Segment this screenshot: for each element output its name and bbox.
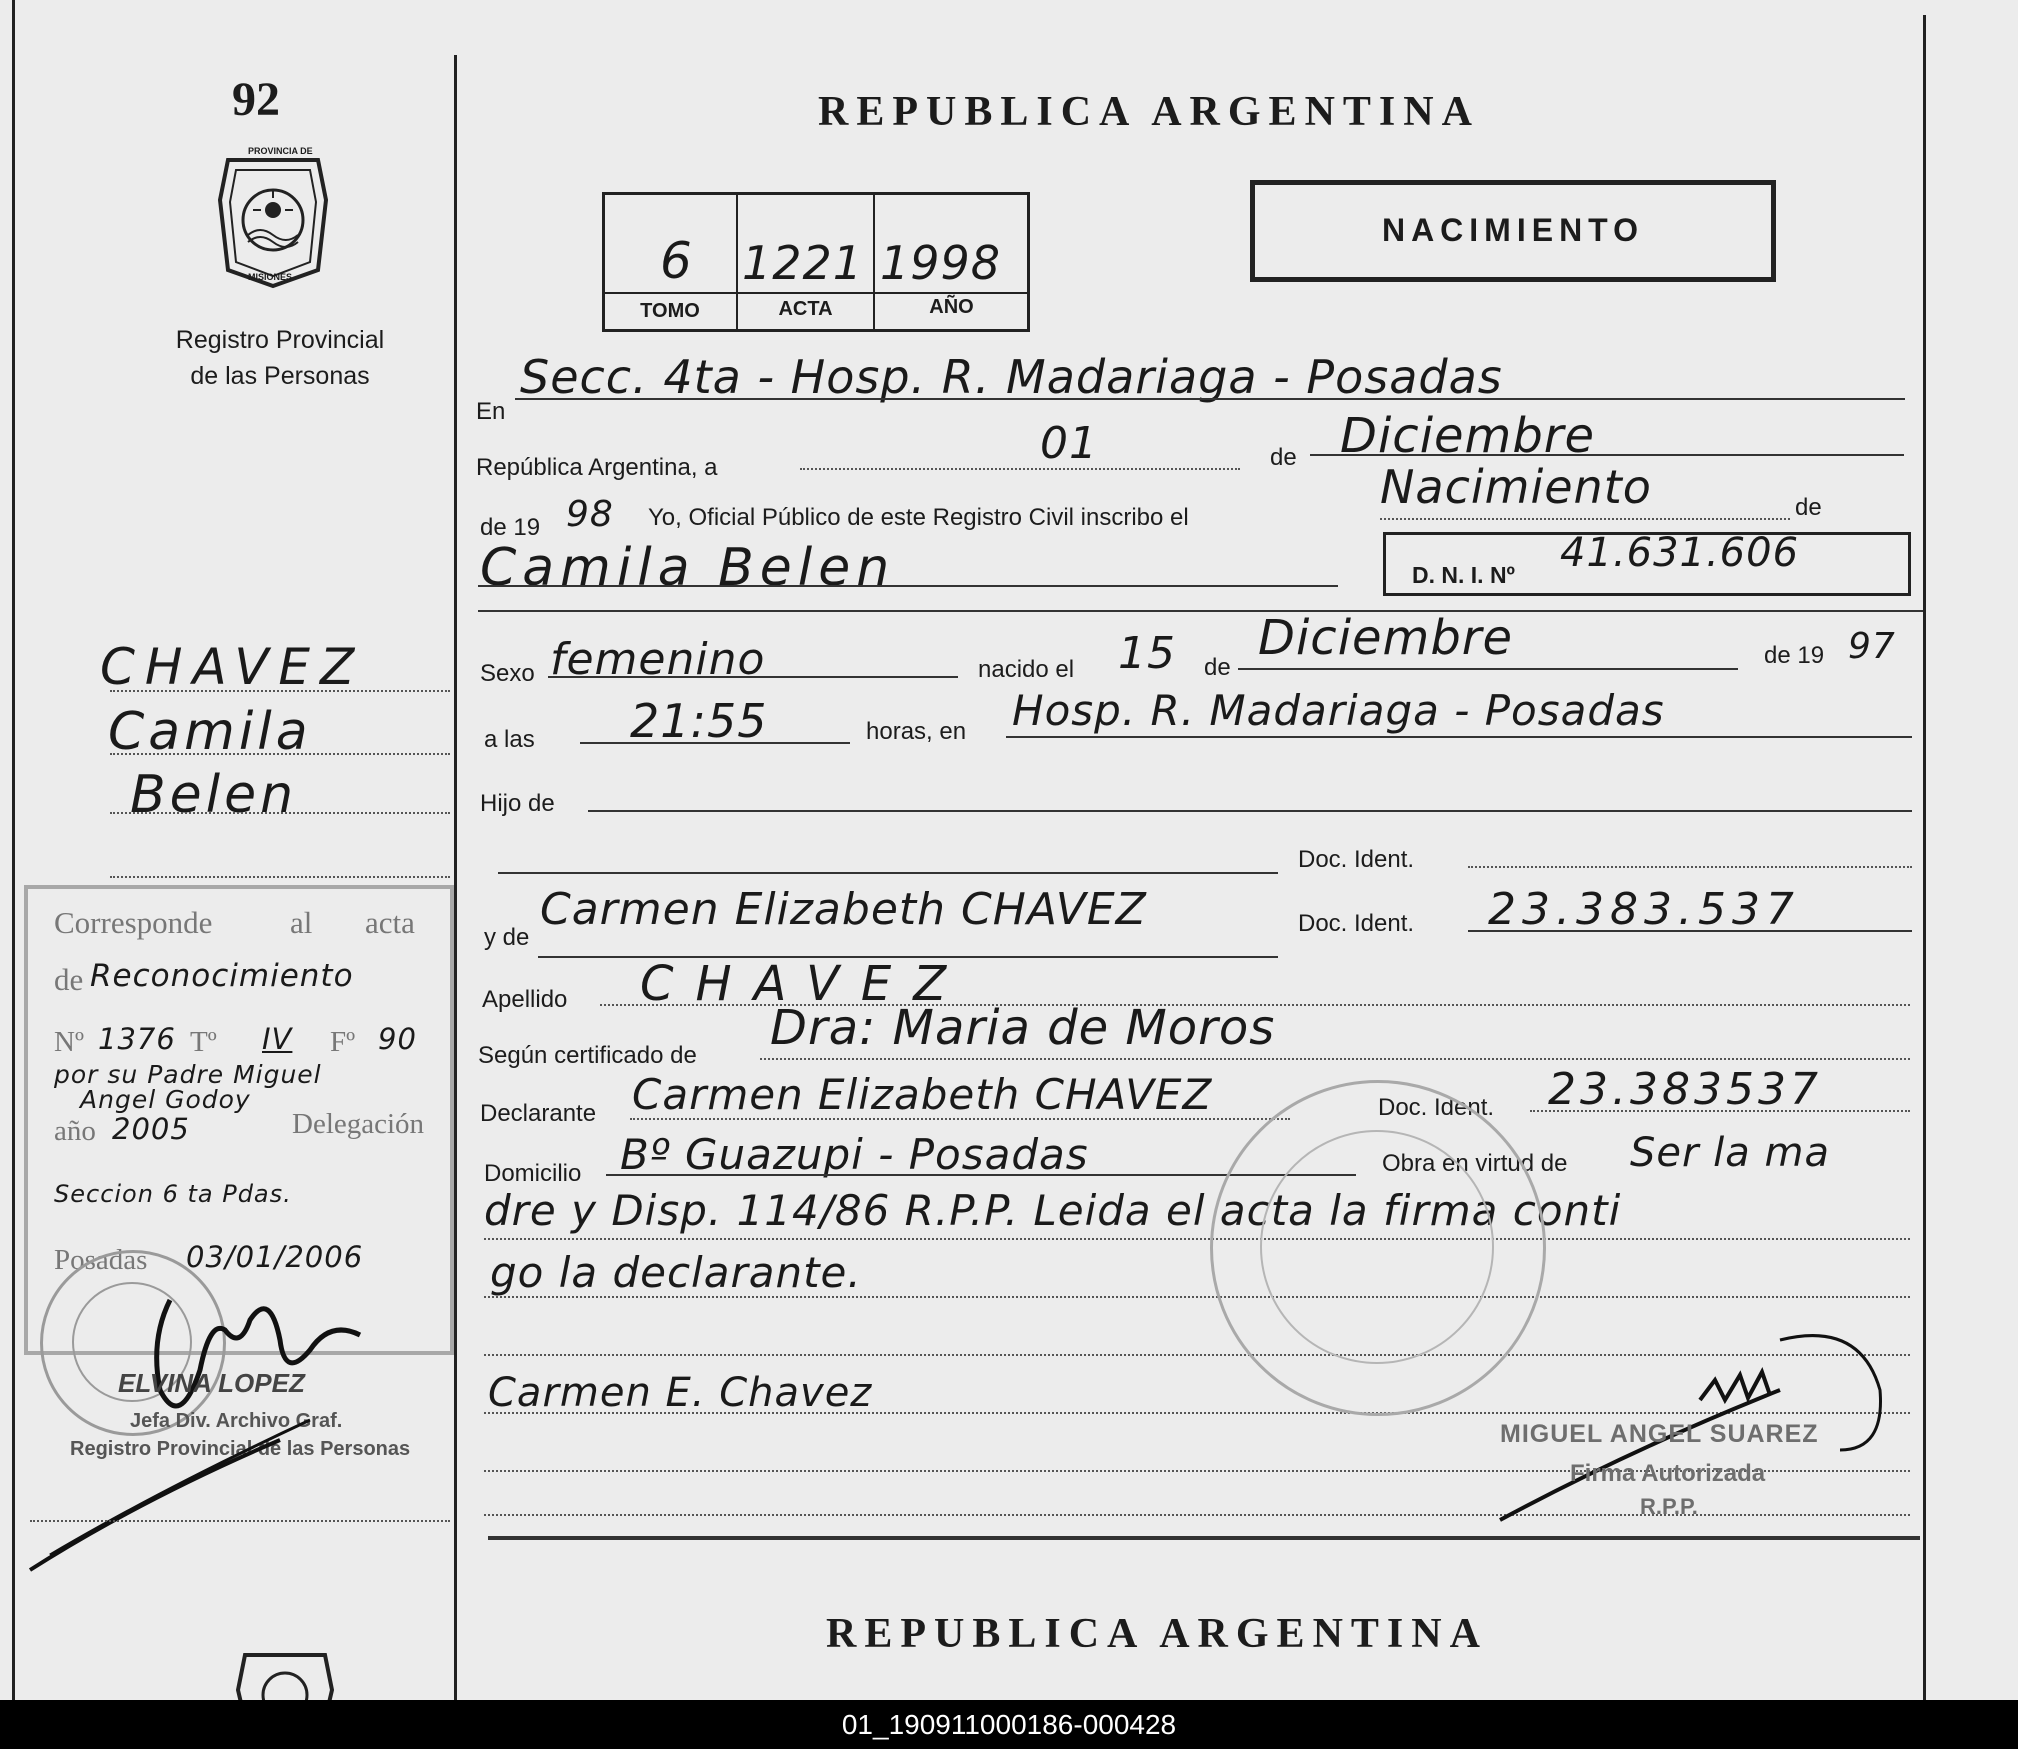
doc-label-3: Doc. Ident. xyxy=(1378,1094,1495,1121)
stamp-l4: por su Padre Miguel xyxy=(54,1060,322,1089)
margin-second-name: Belen xyxy=(130,765,298,825)
registry-name-line2: de las Personas xyxy=(190,362,370,390)
obs-line-3 xyxy=(484,1296,1910,1298)
domicilio-label: Domicilio xyxy=(484,1160,582,1187)
declarante-line xyxy=(630,1118,1290,1120)
place-line xyxy=(1006,736,1912,738)
stamp-l2-value: Reconocimiento xyxy=(90,958,354,994)
stamp-l7: Seccion 6 ta Pdas. xyxy=(54,1180,292,1208)
hijo-label: Hijo de xyxy=(480,790,555,817)
country-title: REPUBLICA ARGENTINA xyxy=(818,89,1480,135)
tomo-value: 6 xyxy=(660,232,693,290)
obra-value: Ser la ma xyxy=(1630,1130,1830,1176)
stamp-l8-prefix: Posadas xyxy=(54,1244,148,1276)
obra-label: Obra en virtud de xyxy=(1382,1150,1568,1177)
declarante-doc-line xyxy=(1530,1110,1910,1112)
seal-bottom-text: MISIONES xyxy=(248,272,293,282)
margin-first-name: Camila xyxy=(108,702,312,762)
en-value: Secc. 4ta - Hosp. R. Madariaga - Posadas xyxy=(520,350,1503,404)
birth-day-value: 15 xyxy=(1118,628,1176,679)
margin-diagonal-stroke xyxy=(20,1380,320,1580)
stamp-l6-suffix: Delegación xyxy=(292,1108,425,1140)
birth-month-value: Diciembre xyxy=(1258,610,1514,666)
apellido-label: Apellido xyxy=(482,986,568,1013)
day-value: 01 xyxy=(1040,418,1098,469)
stamp-l3-tomo: IV xyxy=(262,1022,293,1056)
hijo-line xyxy=(588,810,1912,812)
margin-divider xyxy=(454,55,457,1700)
observations-line-3: go la declarante. xyxy=(490,1248,862,1297)
place-value: Hosp. R. Madariaga - Posadas xyxy=(1012,686,1665,735)
segun-value: Dra: Maria de Moros xyxy=(770,1000,1276,1056)
doc-label-2: Doc. Ident. xyxy=(1298,910,1415,937)
country-title-bottom: REPUBLICA ARGENTINA xyxy=(826,1611,1488,1657)
hijo-line-2 xyxy=(498,872,1278,874)
stamp-l3-folio: 90 xyxy=(378,1022,417,1056)
birth-year-prefix: de 19 xyxy=(1764,642,1825,669)
apellido-value: CHAVEZ xyxy=(640,956,969,1012)
section-divider xyxy=(478,610,1923,612)
form-bottom-rule xyxy=(488,1536,1920,1540)
mother-doc-value: 23.383.537 xyxy=(1488,884,1800,935)
anio-value: 1998 xyxy=(880,236,1002,290)
name-line xyxy=(478,585,1338,587)
official-title: Firma Autorizada xyxy=(1570,1460,1766,1487)
stamp-l3-t: Tº xyxy=(190,1026,217,1058)
inscribo-line xyxy=(1380,518,1790,520)
inscribo-label: Yo, Oficial Público de este Registro Civil inscribo el xyxy=(648,504,1189,531)
province-seal-bottom-icon xyxy=(230,1640,340,1700)
record-box-label-rule xyxy=(604,292,1028,294)
margin-line-2 xyxy=(110,753,450,755)
dni-label: D. N. I. Nº xyxy=(1412,562,1515,588)
time-value: 21:55 xyxy=(630,694,768,748)
officer-title-1: Jefa Div. Archivo Graf. xyxy=(130,1410,343,1432)
obs-line-2 xyxy=(484,1238,1910,1240)
horas-label: horas, en xyxy=(866,718,967,745)
province-seal-icon xyxy=(208,140,338,290)
stamp-l8-date: 03/01/2006 xyxy=(186,1240,364,1274)
anio-label: AÑO xyxy=(929,296,974,318)
mother-doc-line xyxy=(1468,930,1912,932)
margin-line-4 xyxy=(110,876,450,878)
sexo-label: Sexo xyxy=(480,660,535,687)
right-edge-line xyxy=(1923,15,1926,1700)
stamp-l1a: Corresponde xyxy=(54,905,213,940)
name-value: Camila Belen xyxy=(480,538,896,598)
republica-label: República Argentina, a xyxy=(476,454,718,481)
doc-label-1: Doc. Ident. xyxy=(1298,846,1415,873)
stamp-l6-prefix: año xyxy=(54,1115,96,1147)
declarante-signature: Carmen E. Chavez xyxy=(488,1370,873,1416)
seal-top-text: PROVINCIA DE xyxy=(248,146,313,156)
page-number: 92 xyxy=(232,73,280,126)
de-label-1: de xyxy=(1270,444,1297,471)
yde-label: y de xyxy=(484,924,530,951)
domicilio-value: Bº Guazupi - Posadas xyxy=(620,1130,1089,1179)
stamp-l1c: acta xyxy=(365,905,415,940)
en-line xyxy=(515,398,1905,400)
sexo-value: femenino xyxy=(550,634,766,685)
acta-value: 1221 xyxy=(742,236,864,290)
stamp-l3-f: Fº xyxy=(330,1026,356,1058)
time-line xyxy=(580,742,850,744)
mother-value: Carmen Elizabeth CHAVEZ xyxy=(540,884,1147,935)
de-label-3: de xyxy=(1204,654,1231,681)
day-line xyxy=(800,468,1240,470)
doc-line-1 xyxy=(1468,866,1912,868)
month-line xyxy=(1310,454,1904,456)
stamp-l5: Angel Godoy xyxy=(80,1085,251,1114)
left-edge-line xyxy=(12,0,15,1700)
year-value: 98 xyxy=(566,494,614,535)
margin-surname: CHAVEZ xyxy=(100,638,365,696)
stamp-l2-prefix: de xyxy=(54,962,84,997)
nacido-label: nacido el xyxy=(978,656,1075,683)
alas-label: a las xyxy=(484,726,535,753)
month-value: Diciembre xyxy=(1340,408,1596,464)
declarante-doc-value: 23.383537 xyxy=(1548,1064,1822,1115)
official-org: R.P.P. xyxy=(1640,1494,1698,1519)
inscribo-value: Nacimiento xyxy=(1380,460,1652,514)
en-label: En xyxy=(476,398,506,425)
margin-line-3 xyxy=(110,812,450,814)
tomo-label: TOMO xyxy=(640,300,700,322)
birth-month-line xyxy=(1238,668,1738,670)
record-type-label: NACIMIENTO xyxy=(1381,212,1645,248)
margin-line-5 xyxy=(30,1520,450,1522)
stamp-l3-prefix: Nº xyxy=(54,1026,84,1058)
birth-year-value: 97 xyxy=(1848,626,1896,667)
acta-label: ACTA xyxy=(778,298,833,320)
registry-round-seal-inner xyxy=(1260,1130,1494,1364)
footer-code: 01_190911000186-000428 xyxy=(841,1709,1177,1740)
stamp-l1b: al xyxy=(290,905,313,940)
segun-line xyxy=(760,1058,1910,1060)
officer-name: ELVINA LOPEZ xyxy=(118,1368,305,1398)
registry-name-line1: Registro Provincial xyxy=(175,326,385,354)
stamp-l3-num: 1376 xyxy=(98,1022,176,1056)
segun-label: Según certificado de xyxy=(478,1042,697,1069)
margin-line-1 xyxy=(110,690,450,692)
stamp-l6-year: 2005 xyxy=(112,1112,190,1146)
observations-line-2: dre y Disp. 114/86 R.P.P. Leida el acta la firma conti xyxy=(484,1186,1622,1235)
official-name: MIGUEL ANGEL SUAREZ xyxy=(1500,1420,1819,1448)
dni-value: 41.631.606 xyxy=(1560,530,1800,576)
officer-title-2: Registro Provincial de las Personas xyxy=(70,1438,411,1460)
sexo-line xyxy=(548,676,958,678)
year-prefix-label: de 19 xyxy=(480,514,541,541)
de-label-2: de xyxy=(1795,494,1822,521)
declarante-value: Carmen Elizabeth CHAVEZ xyxy=(632,1070,1213,1119)
declarante-label: Declarante xyxy=(480,1100,597,1127)
